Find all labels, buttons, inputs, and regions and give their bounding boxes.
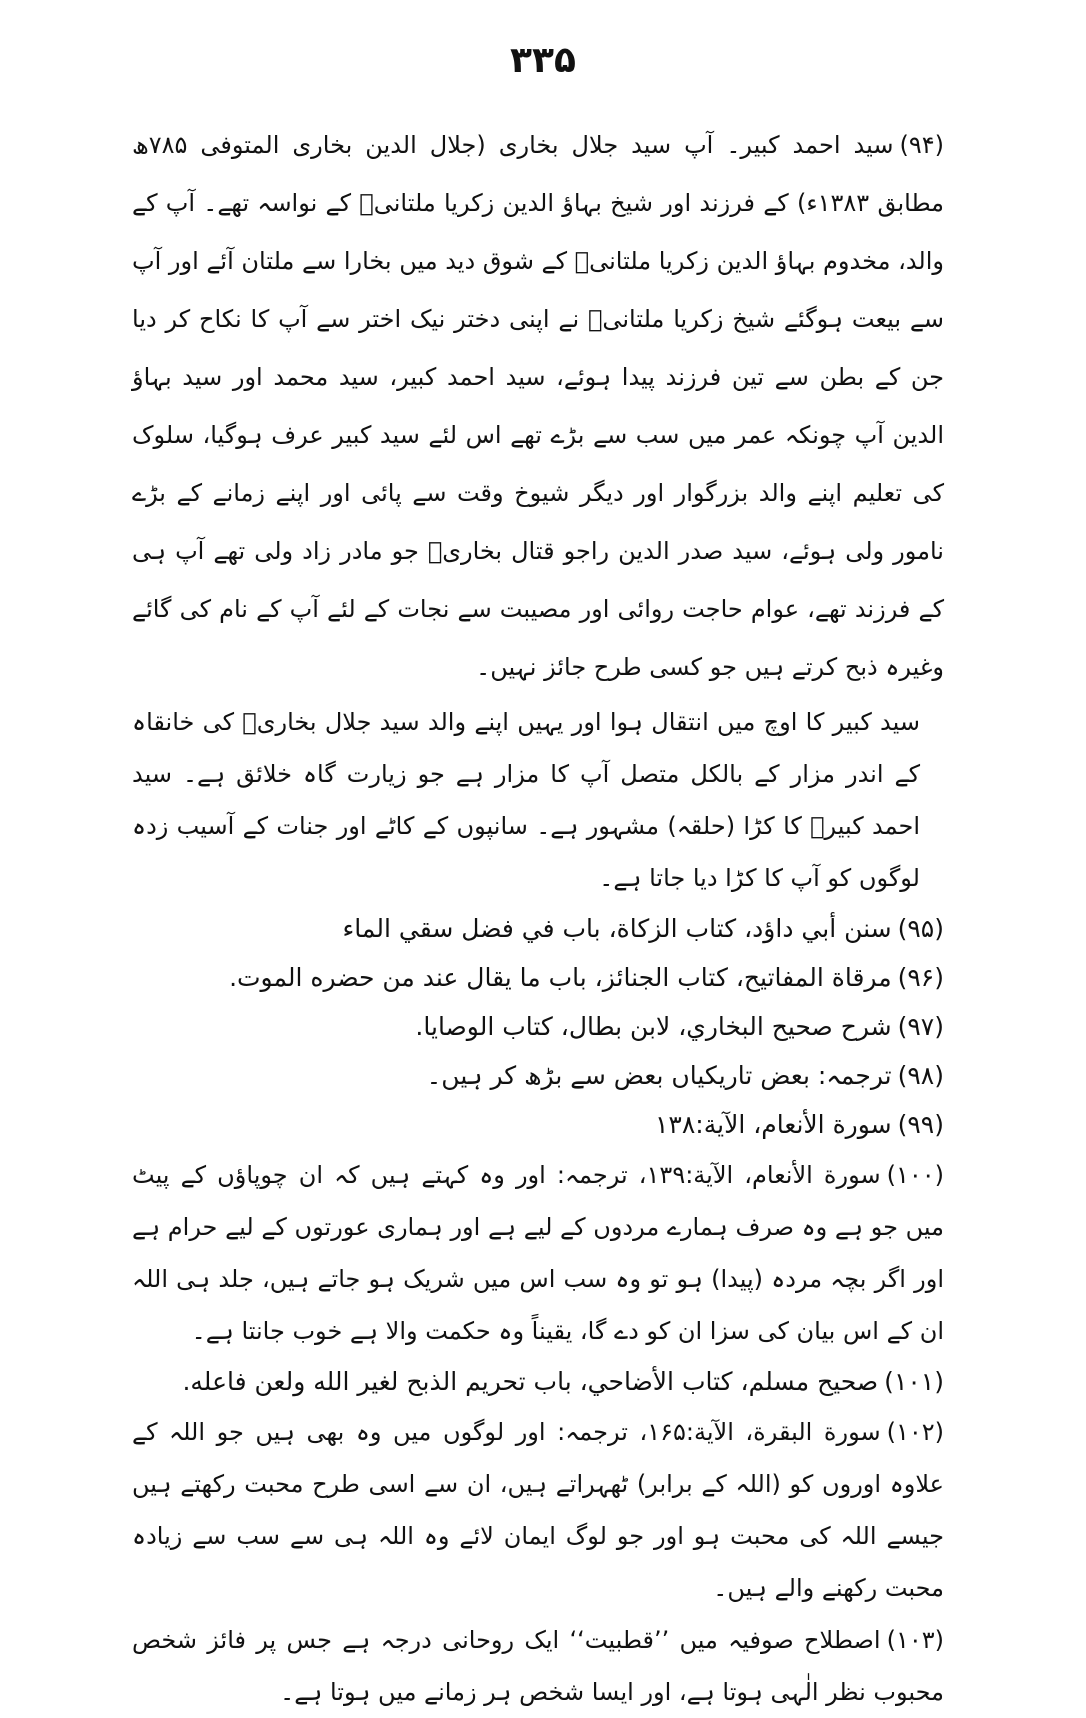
- note-number: (۱۰۳): [886, 1626, 944, 1654]
- note-95: [132, 904, 944, 953]
- page-number: ۳۳۵: [510, 40, 576, 81]
- note-number: (۹۹): [897, 1110, 944, 1139]
- note-text: صحیح مسلم، كتاب الأضاحي، باب تحريم الذبح لغير الله ولعن فاعله.: [182, 1367, 879, 1396]
- note-98: [132, 1051, 944, 1100]
- note-number: (۹۶): [897, 963, 944, 992]
- note-100: [132, 1149, 944, 1357]
- note-text: سورة الأنعام، الآية:۱۳۹، ترجمہ: اور وہ کہتے ہیں کہ ان چوپاؤں کے پیٹ میں جو ہے وہ صرف ہمارے مردوں کے لیے ہے اور ہماری عورتوں کے لیے حرام ہے اور اگر بچہ مردہ (پیدا) ہو تو وہ سب اس میں شریک ہو جاتے ہیں، جلد ہی اللہ ان کے اس بیان کی سزا ان کو دے گا، یقیناً وہ حکمت والا ہے خوب جانتا ہے۔: [132, 1161, 944, 1345]
- note-text: ترجمہ: بعض تاریکیاں بعض سے بڑھ کر ہیں۔: [426, 1061, 892, 1090]
- note-102: [132, 1406, 944, 1614]
- note-text: اصطلاح صوفیہ میں ’’قطبیت‘‘ ایک روحانی درجہ ہے جس پر فائز شخص محبوب نظر الٰہی ہوتا ہے، اور ایسا شخص ہر زمانے میں ہوتا ہے۔: [132, 1626, 944, 1706]
- note-text: مرقاة المفاتيح، كتاب الجنائز، باب ما يقال عند من حضره الموت.: [229, 963, 892, 992]
- note-101: [132, 1357, 944, 1406]
- note-94-continuation: سید کبیر کا اوچ میں انتقال ہوا اور یہیں اپنے والد سید جلال بخاریؒ کی خانقاہ کے اندر مزار کے بالکل متصل آپ کا مزار ہے جو زیارت گاہ خلائق ہے۔ سید احمد کبیرؒ کا کڑا (حلقہ) مشہور ہے۔ سانپوں کے کاٹے اور جنات کے آسیب زدہ لوگوں کو آپ کا کڑا دیا جاتا ہے۔: [132, 708, 920, 892]
- note-number: (۱۰۱): [884, 1367, 944, 1396]
- note-text: سورة البقرة، الآية:۱۶۵، ترجمہ: اور لوگوں میں وہ بھی ہیں جو اللہ کے علاوہ اوروں کو (اللہ کے برابر) ٹھہراتے ہیں، ان سے اسی طرح محبت رکھتے ہیں جیسے اللہ کی محبت ہو اور جو لوگ ایمان لائے وہ اللہ ہی سے سب سے زیادہ محبت رکھنے والے ہیں۔: [132, 1418, 944, 1602]
- note-text: سنن أبي داؤد، كتاب الزكاة، باب في فضل سقي الماء: [342, 914, 892, 943]
- note-number: (۱۰۲): [886, 1418, 945, 1446]
- note-99: [132, 1100, 944, 1149]
- note-number: (۹۷): [897, 1012, 944, 1041]
- note-94: [132, 116, 944, 696]
- note-number: (۱۰۰): [886, 1161, 945, 1189]
- note-96: [132, 953, 944, 1002]
- note-text: سورة الأنعام، الآية:۱۳۸: [655, 1110, 892, 1139]
- note-103: [132, 1614, 944, 1718]
- note-97: [132, 1002, 944, 1051]
- note-number: (۹۴): [899, 131, 944, 159]
- note-number: (۹۵): [897, 914, 944, 943]
- note-text: شرح صحيح البخاري، لابن بطال، كتاب الوصايا.: [415, 1012, 892, 1041]
- note-text: سید احمد کبیر۔ آپ سید جلال بخاری (جلال الدین بخاری المتوفی ۷۸۵ھ مطابق ۱۳۸۳ء) کے فرزند اور شیخ بہاؤ الدین زکریا ملتانیؒ کے نواسہ تھے۔ آپ کے والد، مخدوم بہاؤ الدین زکریا ملتانیؒ کے شوق دید میں بخارا سے ملتان آئے اور آپ سے بیعت ہوگئے شیخ زکریا ملتانیؒ نے اپنی دختر نیک اختر سے آپ کا نکاح کر دیا جن کے بطن سے تین فرزند پیدا ہوئے، سید احمد کبیر، سید محمد اور سید بہاؤ الدین آپ چونکہ عمر میں سب سے بڑے تھے اس لئے سید کبیر عرف ہوگیا، سلوک کی تعلیم اپنے والد بزرگوار اور دیگر شیوخ وقت سے پائی اور اپنے زمانے کے بڑے نامور ولی ہوئے، سید صدر الدین راجو قتال بخاریؒ جو مادر زاد ولی تھے آپ ہی کے فرزند تھے، عوام حاجت روائی اور مصیبت سے نجات کے لئے آپ کے نام کی گائے وغیرہ ذبح کرتے ہیں جو کسی طرح جائز نہیں۔: [132, 131, 944, 681]
- notes-body: [132, 116, 944, 1718]
- note-number: (۹۸): [897, 1061, 944, 1090]
